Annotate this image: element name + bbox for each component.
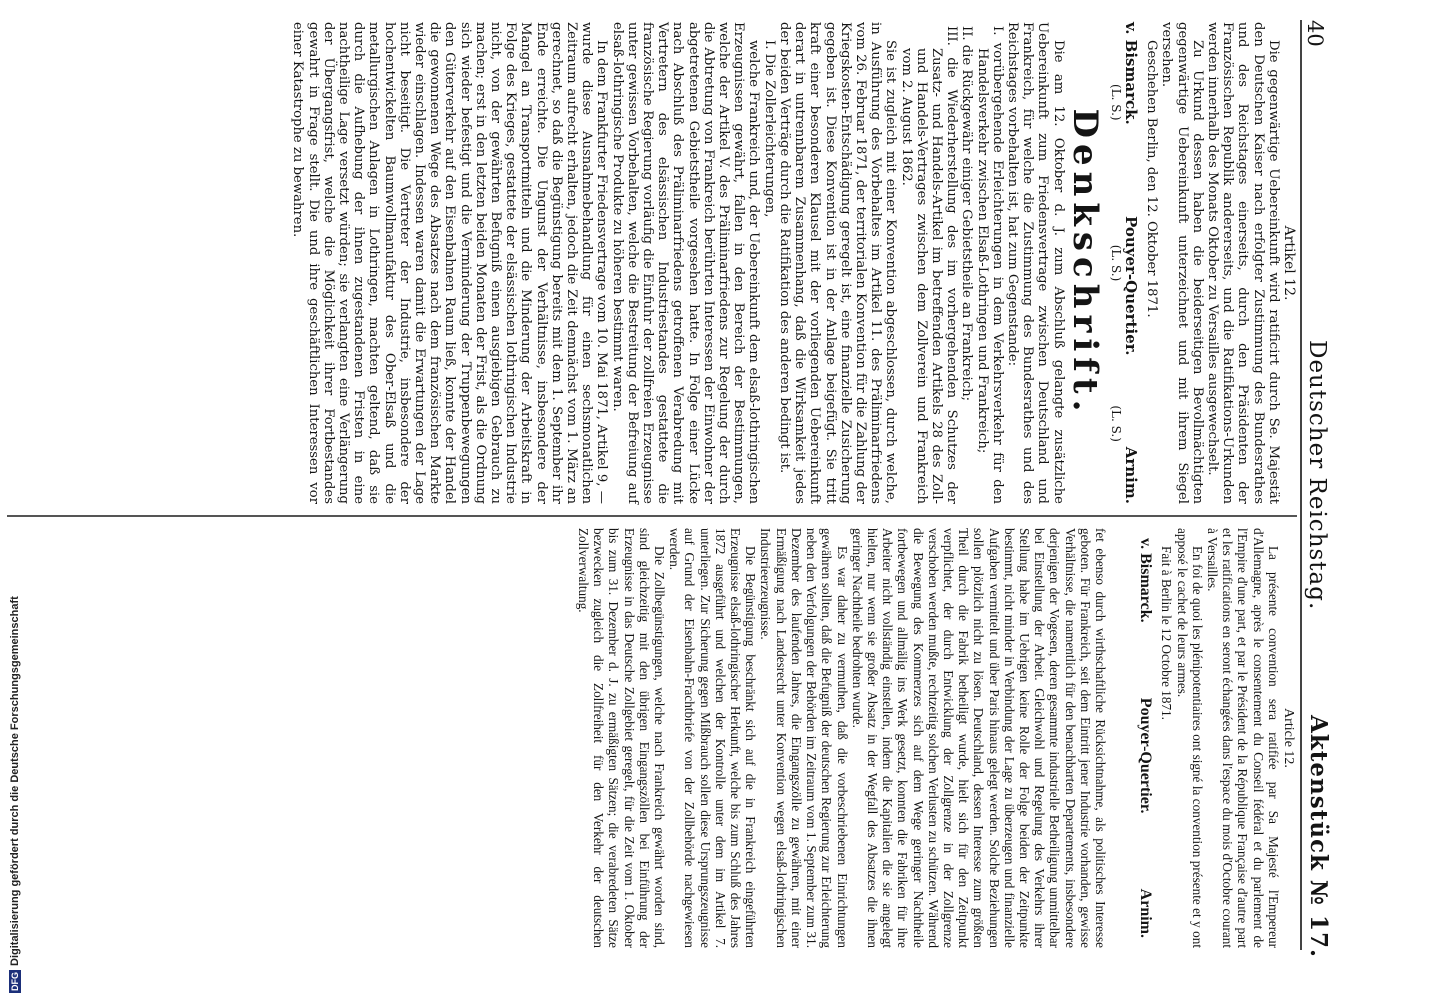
section-title: Denkschrift. <box>1064 108 1105 418</box>
french-column <box>576 528 1296 948</box>
credit-text: Digitalisierung gefördert durch die Deutsche Forschungsgemeinschaft <box>9 596 21 966</box>
seal-mark: (L. S.) <box>1108 405 1123 442</box>
header-rule <box>1300 20 1302 950</box>
signatory: Arnim. <box>1121 446 1140 504</box>
article-text: La présente convention sera ratifiée par Sa Majesté l'Empereur d'Allemagne, après le consentement du Conseil fédéral et du parlement de l'Empire d'une part, et par le Président de la République Française d'autre part et les ratifications en seront échangées dans l'espace du mois d'Octobre courant à Versailles. <box>1204 528 1281 948</box>
seal-row <box>1108 22 1123 504</box>
paragraph-heading: I. Die Zollerleichterungen, <box>761 40 777 218</box>
list-item: II. die Rückgewähr einiger Gebietstheile an Frankreich; <box>959 26 975 402</box>
signatory: Arnim. <box>1137 888 1155 938</box>
page-number: 40 <box>1303 20 1327 47</box>
witness-text: En foi de quoi les plénipotentiaires ont signé la convention présente et y ont apposé le cachet de leurs armes. <box>1174 528 1205 948</box>
column-divider <box>7 515 1297 517</box>
list-item: I. vorübergehende Erleichterungen in dem Verkehrsverkehr für den Handelsverkehr zwischen Elsaß-Lothringen und Frankreich; <box>974 26 1005 504</box>
article-heading: Artikel 12. <box>1281 225 1297 301</box>
paragraph: welche Frankreich und, der Uebereinkunft dem elsaß-lothringischen Erzeugnissen gewährt, fallen in den Bereich der Bestimmungen, welche der Artikel V. des Präliminarfriedens zur Regelung der durch die Abtretung von Frankreich berührten Interessen der Einwohner der abgetretenen Gebietstheile vorgesehen hatte. In Folge einer Lücke nach Abschluß des Präliminarfriedens getroffenen Verabredung mit Vertretern des elsässischen Industriestandes gestattete die französische Regierung vorläufig die Einfuhr der zollfreien Erzeugnisse unter gewissen Vorbehalten, welche die Bestreitung der Befreiung auf elsaß-lothringische Produkte zu höheren bestimmt waren. <box>609 22 762 504</box>
paragraph: fet ebenso durch wirthschaftliche Rücksichtnahme, als politisches Interesse geboten. Für Frankreich, seit dem Eintritt jener Industrie vorhanden, gewisse Verhältnisse, die namentlich für den benachbarten Departements, insbesondere derjenigen der Vogesen, deren gesammte industrielle Betheiligung unmittelbar bei Einstellung der Arbeit. Gleichwohl und Regelung des Verkehrs ihrer Stellung habe im Uebrigen keine Rolle der Folge beiden der Zeitpunkte bestimmt, nicht minder in Verbindung der Lage zu überzeugen und finanzielle Aufgaben vermittelt und über Paris hinaus gelegt werden. Solche Beziehungen sollen plötzlich nicht zu lösen. Deutschland, dessen Interesse zum größten Theil durch die Fabrik betheiligt wurde, hielt sich für den Zeitpunkt verpflichtet, der durch Entwicklung der Zollgrenze in der Zollgrenze verschoben werden mußte, rechtzeitig solchen Verlusten zu schützen. Während die Bewegung des Kommerzes sich auf dem Wege geringer Nachtheile fortbewegen und allmälig ins Werk gesetzt, konnten die Fabriken für ihre Arbeiter nicht vollständig einstellen, indem die Kapitalien die sie angelegt hielten, nur wenn sie großer Absatz in der Wegfall des Absatzes die ihnen geringer Nachtheile bedrohten wurde. <box>849 528 1108 948</box>
digitization-credit <box>8 596 22 993</box>
signatory: v. Bismarck. <box>1137 538 1155 623</box>
list-item: III. die Wiederherstellung des im vorhergehenden Schutzes der Zusatz- und Handels-Artikel im betreffenden Artikels 28 des Zoll- und Handels-Vertrages zwischen dem Zollverein und Frankreich vom 2. August 1862. <box>898 26 960 504</box>
paragraph: In dem Frankfurter Friedensvertrage vom 10. Mai 1871, Artikel 9, — wurde diese Ausnahmebehandlung für einen sechsmonatlichen Zeitraum aufrecht erhalten, jedoch die Zeit demnächst vom 1. März an gerechnet, so daß die Begünstigung bereits mit dem 1. September ihr Ende erreichte. Die Ungunst der Verhältnisse, insbesondere der Mangel an Transportmitteln und die Minderung der Arbeitskraft in Folge des Krieges, gestattete der elsässischen lothringischen Industrie nicht, von der gewährten Befugniß einen ausgiebigen Gebrauch zu machen; erst in den letzten beiden Monaten der Frist, als die Ordnung sich wieder befestigt und die Verminderung der Truppenbewegungen den Güterverkehr auf den Eisenbahnen Raum ließ, konnte der Handel die gewonnenen Wege des Absatzes nach dem französischen Markte wieder einschlagen. Indessen waren damit die Erwartungen der Lage nicht beseitigt. Die Vertreter der Industrie, insbesondere der hochentwickelten Baumwollmanufaktur des Ober-Elsaß und die metallurgischen Anlagen in Lothringen, machten geltend, daß sie durch die Aufhebung der ihnen zugestandenen Fristen in eine nachtheilige Lage versetzt würden; sie verlangten eine Verlängerung der Übergangsfrist, welche die Möglichkeit ihrer Fortbestandes gewahrt in Frage stellt. Die und ihre geschäftlichen Interessen vor einer Katastrophe zu bewahren. <box>290 22 610 504</box>
dfg-logo: DFG <box>10 972 20 991</box>
witness-text: Zu Urkund dessen haben die beiderseitigen Bevollmächtigten gegenwärtige Uebereinkunft unterzeichnet und mit ihrem Siegel versehen. <box>1159 22 1205 504</box>
seal-mark: (L. S.) <box>1108 244 1123 282</box>
issue-number: Aktenstück № 17. <box>1305 715 1332 959</box>
paragraph: Es war daher zu vermuthen, daß die vorbeschriebenen Einrichtungen gewähren sollten, daß die Befugniß der deutschen Regierung zur Erleichterung neben den Verfolgungen der Behörden im Zeitraum vom 1. September zum 31. Dezember des laufenden Jahres, die Eingangszölle zu gewähren, mit einer Ermäßigung nach Landesrecht unter Konvention wegen elsaß-lothringischen Industrieerzeugnisse. <box>758 528 850 948</box>
signatory: v. Bismarck. <box>1121 22 1140 125</box>
paragraph: Sie ist zugleich mit einer Konvention abgeschlossen, durch welche, in Ausführung des Vorbehaltes im Artikel 11. des Präliminarfriedens vom 26. Februar 1871, der territorialen Konvention für die Zahlung der Kriegskosten-Entschädigung geregelt ist, eine finanzielle Zusicherung gegeben ist. Diese Konvention ist in der Anlage beigefügt. Sie tritt kraft einer besonderen Klausel mit der vorliegenden Uebereinkunft derart in untrennbarem Zusammenhang, daß die Wirksamkeit jedes der beiden Verträge durch die Ratifikation des anderen bedingt ist. <box>776 22 899 504</box>
intro-text: Die am 12. Oktober d. J. zum Abschluß gelangte zusätzliche Uebereinkunft zum Friedensvertrage zwischen Deutschland und Frankreich, für welche die Zustimmung des Bundesrathes und des Reichstages vorbehalten ist, hat zum Gegenstande: <box>1004 22 1066 504</box>
signature-row <box>1138 538 1153 938</box>
signatory: Pouyer-Quertier. <box>1121 215 1140 356</box>
article-heading: Article 12. <box>1281 708 1296 768</box>
place-date: Fait à Berlin le 12 Octobre 1871. <box>1159 546 1175 720</box>
paragraph: Die Zollbegünstigungen, welche nach Frankreich gewährt worden sind, sind gleichzeitig mit den übrigen Eingangszöllen bei Einführung der Erzeugnisse in das Deutsche Zollgebiet geregelt, für die Zeit vom 1. Oktober bis zum 31. Dezember d. J. zu ermäßigten Sätzen; die verabredeten Sätze bezwecken zugleich die Zollfreiheit für den Verkehr der deutschen Zollverwaltung. <box>576 528 668 948</box>
place-date: Geschehen Berlin, den 12. Oktober 1871. <box>1144 40 1160 318</box>
running-title: Deutscher Reichstag. <box>1304 340 1330 611</box>
seal-mark: (L. S.) <box>1108 84 1123 121</box>
paragraph: Die Begünstigung beschränkt sich auf die in Frankreich eingeführten Erzeugnisse elsaß-lothringischer Herkunft, welche bis zum Schluß des Jahres 1872 ausgeführt und welchen der Kontrolle unter dem im Artikel 7. unterliegen. Zur Sicherung gegen Mißbrauch sollen diese Ursprungszeugnisse auf Grund der Eisenbahn-Frachtbriefe von der Zollbehörde nachgewiesen werden. <box>667 528 759 948</box>
signatory: Pouyer-Quertier. <box>1137 697 1155 814</box>
german-column <box>290 22 1296 504</box>
signature-row <box>1123 22 1138 504</box>
article-text: Die gegenwärtige Uebereinkunft wird ratificirt durch Se. Majestät den Deutschen Kaiser nach erfolgter Zustimmung des Bundesrathes und des Reichstages einerseits, durch den Präsidenten der Französischen Republik andererseits, und die Ratifikations-Urkunden werden innerhalb des Monats Oktober zu Versailles ausgewechselt. <box>1204 22 1281 504</box>
